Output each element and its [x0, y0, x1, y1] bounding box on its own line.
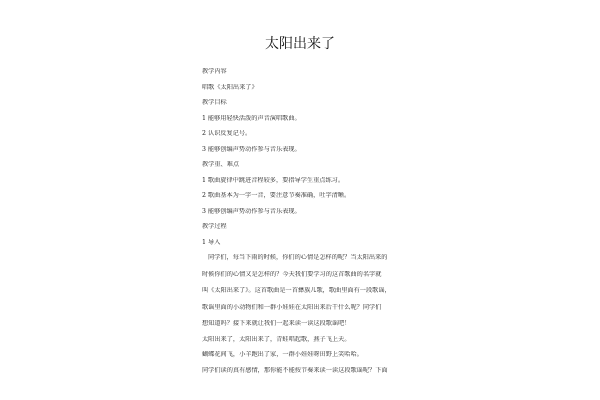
- section-heading-keypoints: 教学重、难点: [202, 161, 240, 168]
- section-heading-goals: 教学目标: [202, 99, 227, 106]
- goal-item-2: 2 认识反复记号。: [202, 130, 252, 137]
- document-body: [202, 68, 402, 374]
- keypoint-item-1: 1 歌曲旋律中跳进音程较多，要指导学生重点练习。: [202, 176, 345, 184]
- section-heading-process: 教学过程: [202, 223, 227, 230]
- paragraph-line: 叫《太阳出来了》。这首歌曲是一首彝族儿歌，歌曲里面有一段歌谣，: [202, 287, 391, 295]
- paragraph-line: 歌谣里面的小动物们和一群小娃娃在太阳出来后干什么呢？同学们: [202, 303, 382, 311]
- goal-item-1: 1 能够用轻快活泼的声音演唱歌曲。: [202, 114, 301, 122]
- content-item: 唱歌《太阳出来了》: [202, 83, 258, 91]
- keypoint-item-3: 3 能够创编声势动作参与音乐表现。: [202, 207, 301, 215]
- section-heading-content: 教学内容: [202, 68, 227, 75]
- goal-item-3: 3 能够创编声势动作参与音乐表现。: [202, 145, 301, 153]
- document-title: 太阳出来了: [265, 36, 335, 52]
- paragraph-line: 时候你们的心情又是怎样的？今天我们要学习的这首歌曲的名字就: [202, 270, 382, 278]
- keypoint-item-2: 2 歌曲基本为一字一音，要注意节奏准确，吐字清晰。: [202, 192, 351, 199]
- chant-line-1: 太阳出来了，太阳出来了，青蛙唱起歌，燕子飞上天。: [202, 335, 351, 343]
- paragraph-line: 同学们读的真有感情，那你能不能按节奏来读一读这段歌谣呢？下面: [202, 366, 388, 374]
- paragraph-line: 想知道吗？接下来就让我们一起来读一读这段歌谣吧！: [202, 320, 351, 328]
- chant-line-2: 蝴蝶花间飞，小羊跑出了家，一群小娃娃呀田野上笑哈哈。: [202, 351, 363, 359]
- process-item-1: 1 导入: [202, 238, 221, 246]
- paragraph-line: 同学们，每当下雨的时候，你们的心情是怎样的呢？当太阳出来的: [208, 254, 388, 261]
